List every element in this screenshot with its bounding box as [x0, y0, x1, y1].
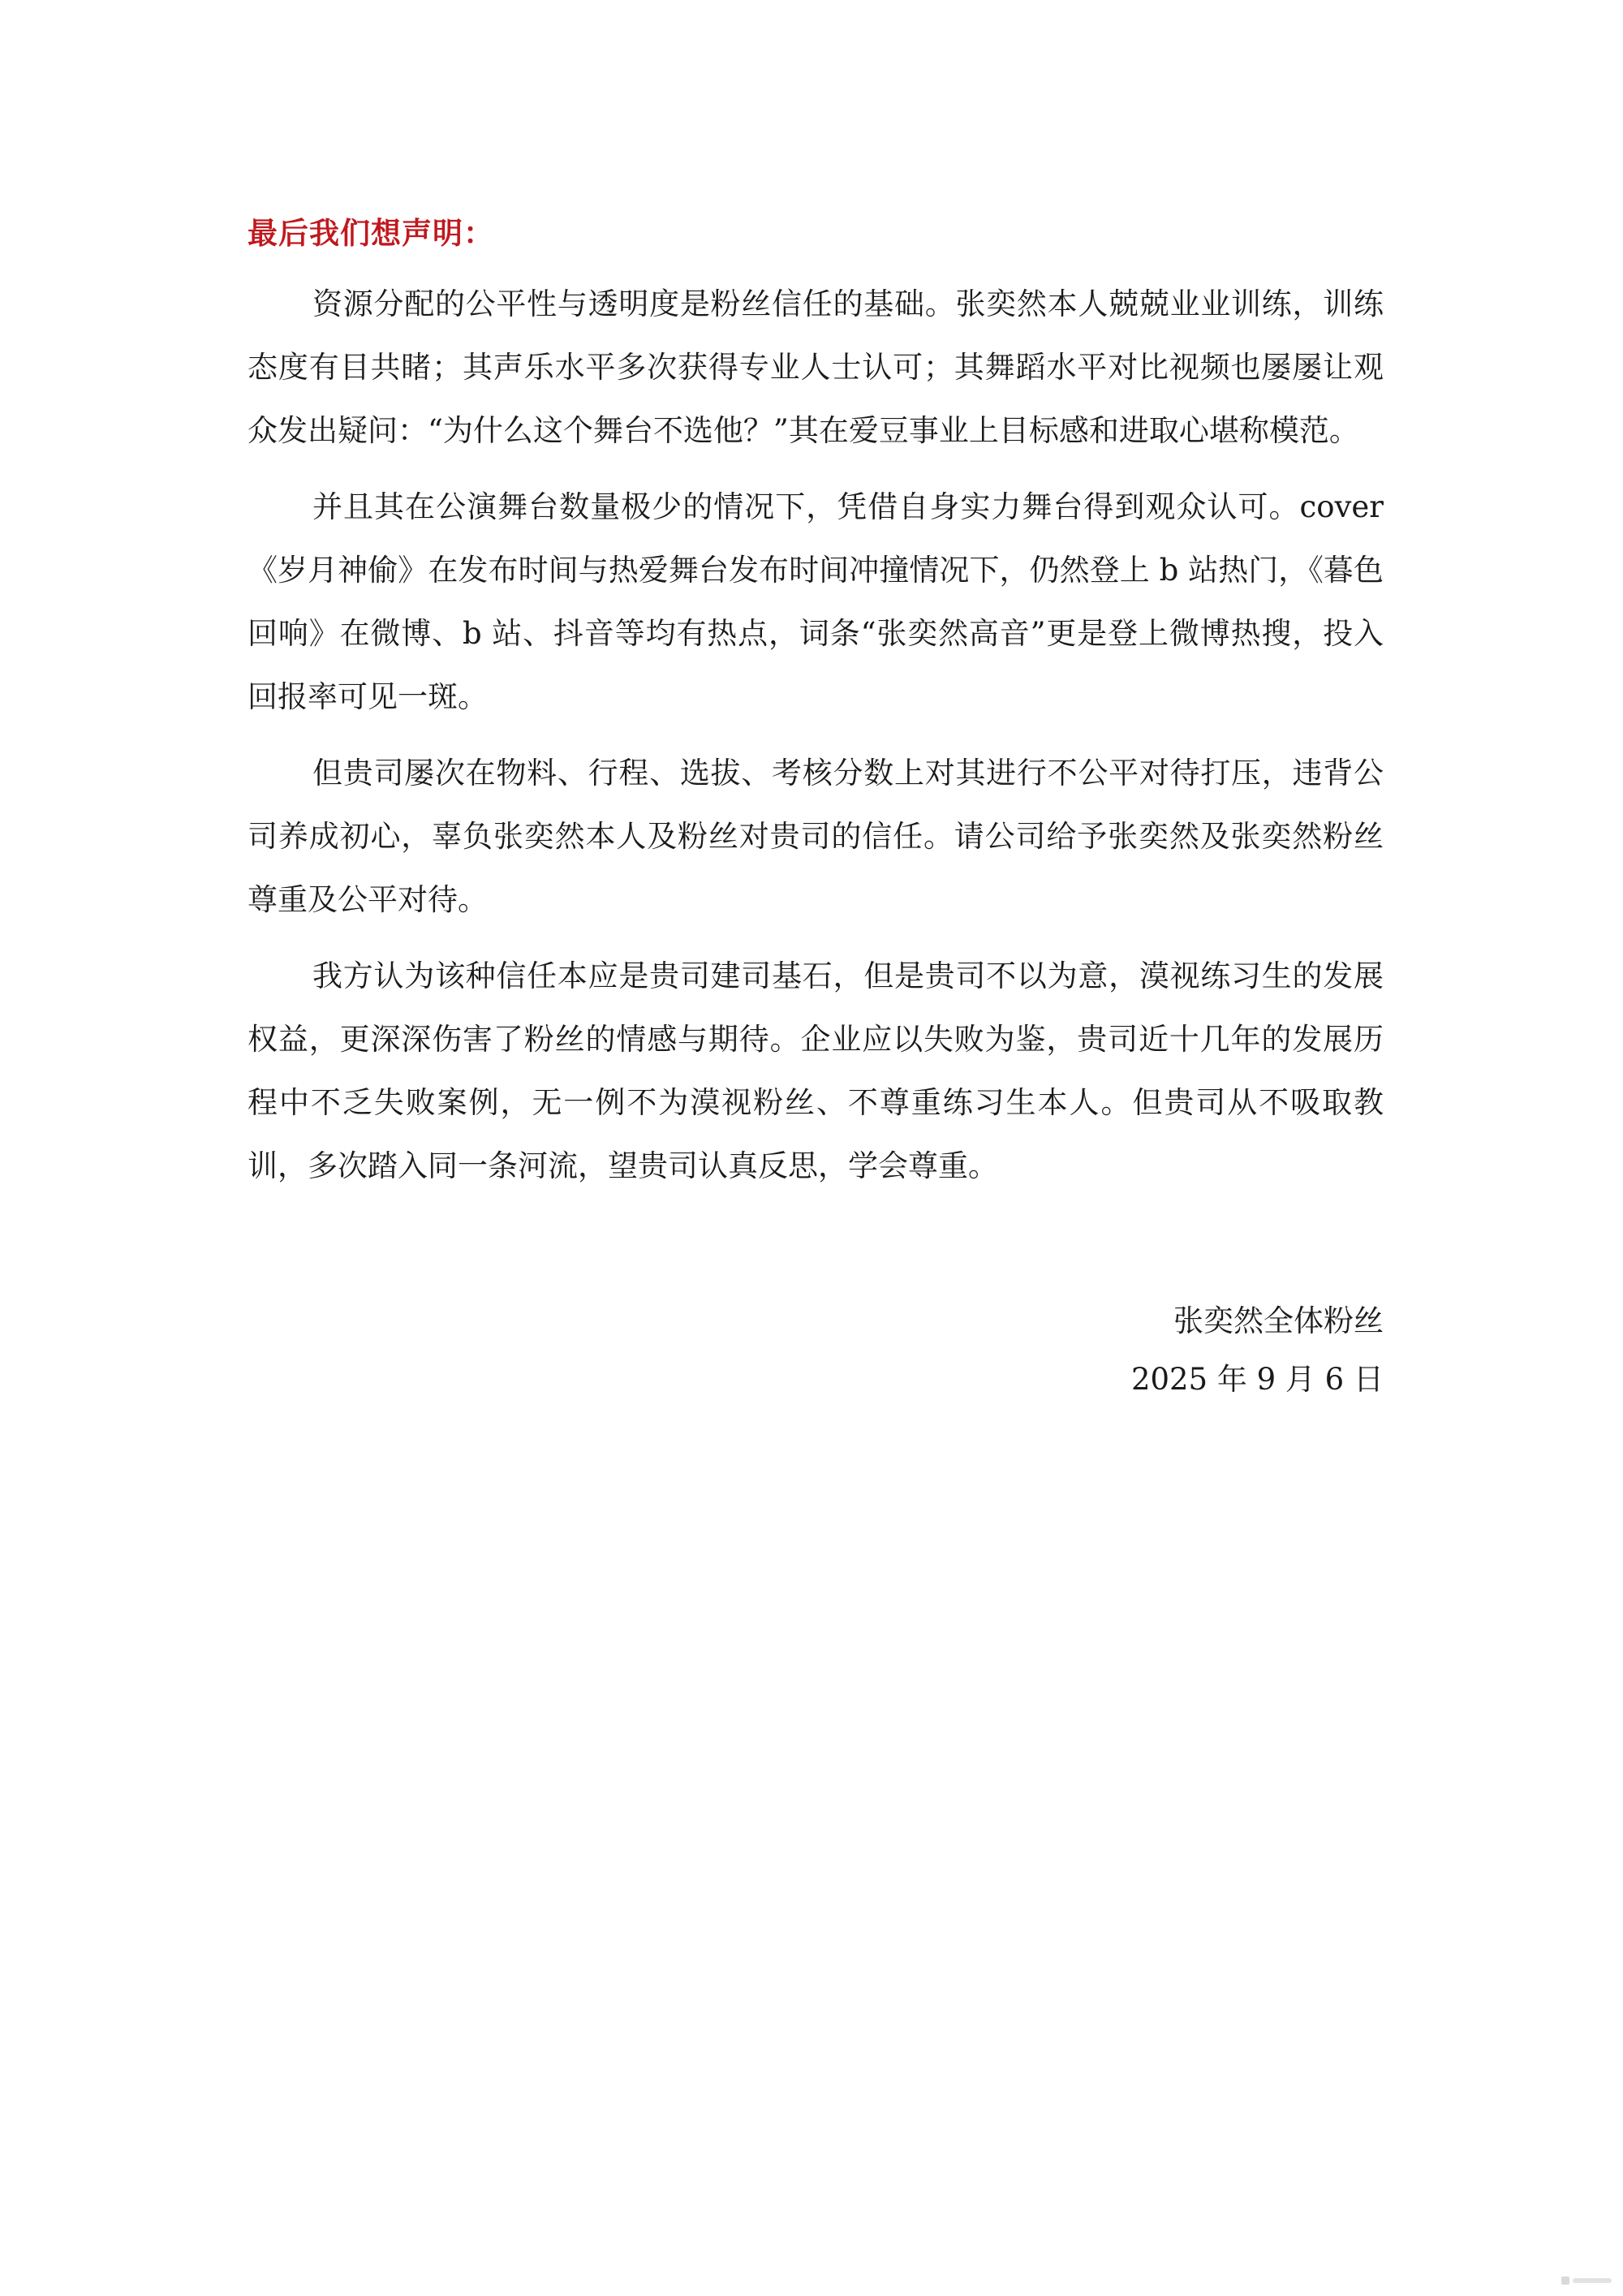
paragraph-1: 资源分配的公平性与透明度是粉丝信任的基础。张奕然本人兢兢业业训练，训练态度有目共睹；其声乐水平多次获得专业人士认可；其舞蹈水平对比视频也屡屡让观众发出疑问：“为什么这个舞台不选他？”其在爱豆事业上目标感和进取心堪称模范。 — [248, 286, 1384, 448]
statement-body — [248, 273, 1384, 1211]
paragraph-3: 但贵司屡次在物料、行程、选拔、考核分数上对其进行不公平对待打压，违背公司养成初心，辜负张奕然本人及粉丝对贵司的信任。请公司给予张奕然及张奕然粉丝尊重及公平对待。 — [248, 756, 1384, 917]
signature-name: 张奕然全体粉丝 — [1173, 1303, 1384, 1338]
signature-date: 2025 年 9 月 6 日 — [1130, 1362, 1384, 1397]
document-page — [248, 0, 1384, 2296]
watermark-icon — [1561, 2273, 1613, 2288]
statement-heading: 最后我们想声明： — [248, 215, 494, 251]
paragraph-2: 并且其在公演舞台数量极少的情况下，凭借自身实力舞台得到观众认可。cover《岁月神偷》在发布时间与热爱舞台发布时间冲撞情况下，仍然登上 b 站热门，《暮色回响》在微博、b 站、抖音等均有热点，词条“张奕然高音”更是登上微博热搜，投入回报率可见一斑。 — [248, 489, 1384, 714]
signature-block — [1131, 1292, 1384, 1409]
paragraph-4: 我方认为该种信任本应是贵司建司基石，但是贵司不以为意，漠视练习生的发展权益，更深深伤害了粉丝的情感与期待。企业应以失败为鉴，贵司近十几年的发展历程中不乏失败案例，无一例不为漠视粉丝、不尊重练习生本人。但贵司从不吸取教训，多次踏入同一条河流，望贵司认真反思，学会尊重。 — [248, 958, 1384, 1183]
